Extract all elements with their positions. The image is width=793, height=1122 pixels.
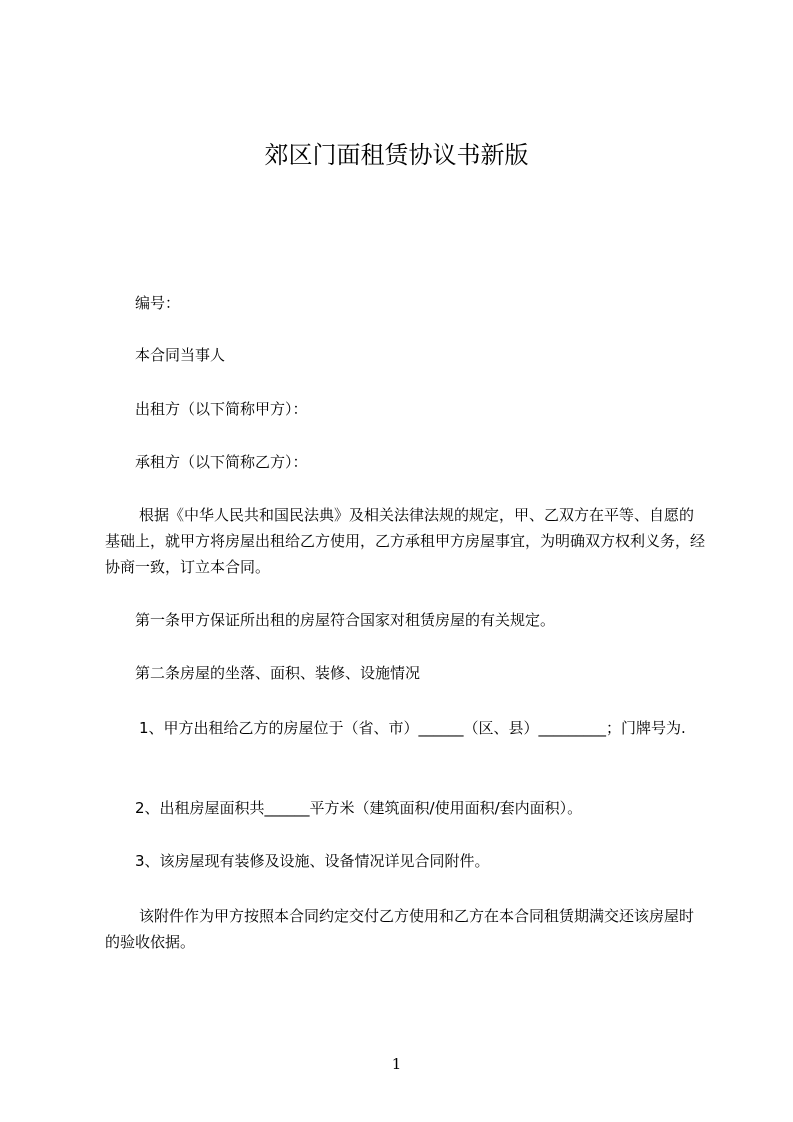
paragraph-article-2-item-2: 2、出租房屋面积共______平方米（建筑面积/使用面积/套内面积）。 [135, 799, 583, 817]
paragraph-lessee: 承租方（以下简称乙方）： [135, 453, 308, 471]
paragraph-annex-note: 该附件作为甲方按照本合同约定交付乙方使用和乙方在本合同租赁期满交还该房屋时的验收依据。 [105, 907, 695, 951]
paragraph-article-2-item-1: 1、甲方出租给乙方的房屋位于（省、市）______（区、县）_________；门牌号为. [139, 719, 686, 737]
paragraph-preamble: 根据《中华人民共和国民法典》及相关法律法规的规定，甲、乙双方在平等、自愿的基础上，就甲方将房屋出租给乙方使用，乙方承租甲方房屋事宜，为明确双方权利义务，经协商一致，订立本合同。 [105, 506, 706, 576]
paragraph-contract-number: 编号： [135, 294, 181, 312]
paragraph-article-2-heading: 第二条房屋的坐落、面积、装修、设施情况 [135, 664, 421, 682]
page-number: 1 [391, 1055, 402, 1073]
document-title: 郊区门面租赁协议书新版 [264, 141, 529, 169]
paragraph-article-2-item-3: 3、该房屋现有装修及设施、设备情况详见合同附件。 [135, 852, 490, 870]
paragraph-parties-heading: 本合同当事人 [135, 346, 226, 364]
paragraph-lessor: 出租方（以下简称甲方）： [135, 400, 308, 418]
paragraph-article-1: 第一条甲方保证所出租的房屋符合国家对租赁房屋的有关规定。 [135, 611, 556, 629]
